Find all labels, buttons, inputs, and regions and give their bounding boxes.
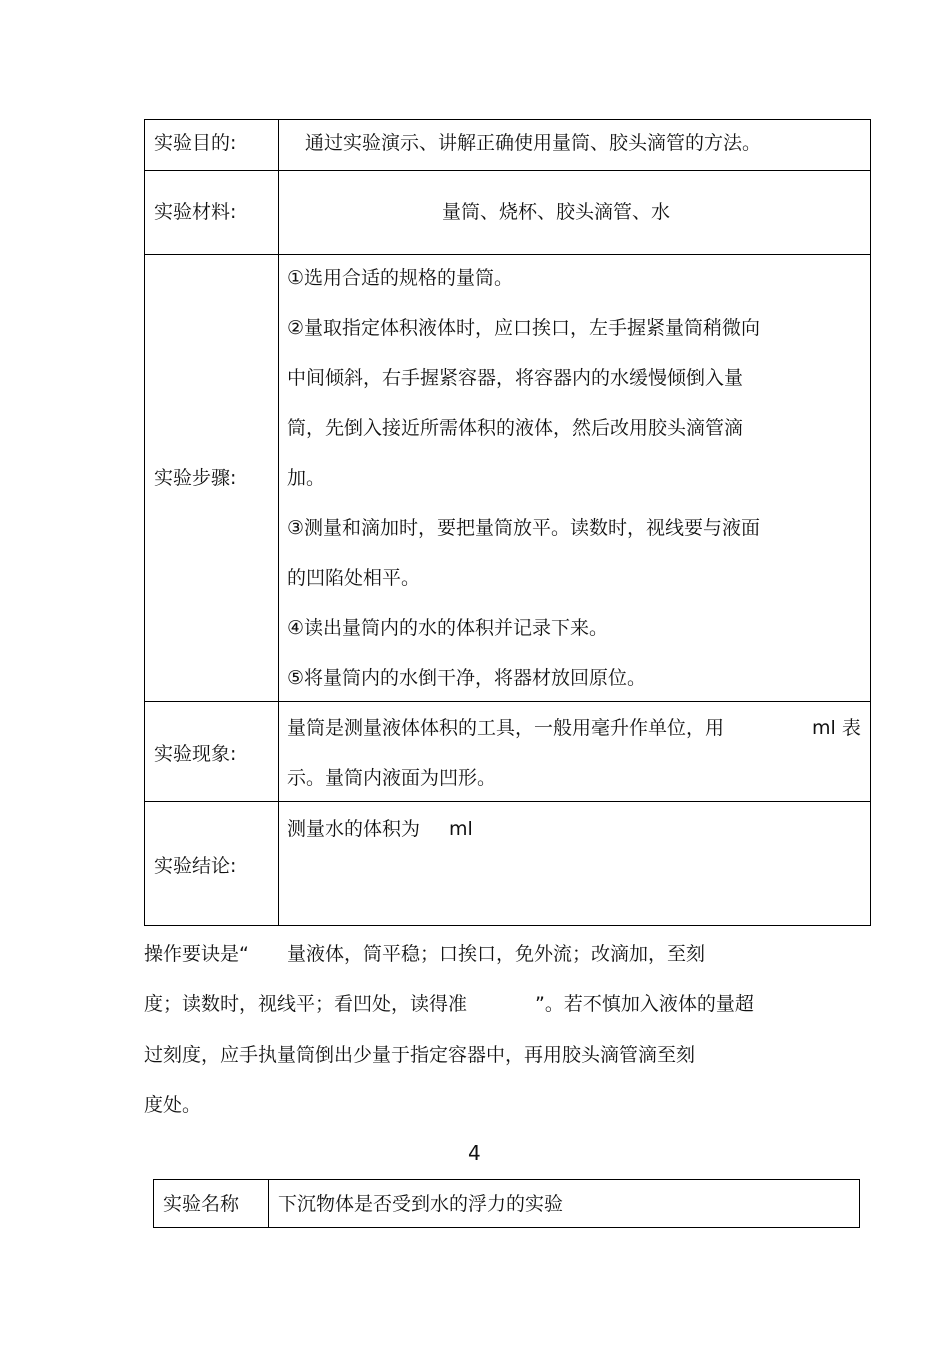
phenomenon-unit: ml 表: [812, 717, 861, 739]
phenomenon-line: 量筒是测量液体体积的工具，一般用毫升作单位，用: [287, 717, 725, 739]
note-text: 过刻度，应手执量筒倒出少量于指定容器中，再用胶头滴管滴至刻: [144, 1044, 696, 1066]
table1-border-left: [144, 119, 145, 926]
step-line: ③测量和滴加时，要把量筒放平。读数时，视线要与液面: [287, 517, 761, 539]
phenomenon-line: 示。量筒内液面为凹形。: [287, 767, 497, 789]
purpose-content: 通过实验演示、讲解正确使用量筒、胶头滴管的方法。: [305, 132, 762, 154]
table1-row-divider: [144, 254, 871, 255]
materials-content: 量筒、烧杯、胶头滴管、水: [442, 201, 671, 223]
step-line: ②量取指定体积液体时，应口挨口，左手握紧量筒稍微向: [287, 317, 761, 339]
conclusion-line: 测量水的体积为: [287, 818, 421, 840]
note-text: 度；读数时，视线平；看凹处，读得准: [144, 993, 468, 1015]
table2-border-bottom: [153, 1227, 860, 1228]
note-text: ”。若不慎加入液体的量超: [535, 993, 754, 1015]
phenomenon-label: 实验现象:: [154, 743, 237, 765]
step-line: 中间倾斜，右手握紧容器，将容器内的水缓慢倾倒入量: [287, 367, 744, 389]
table1-row-divider: [144, 170, 871, 171]
page-number: 4: [468, 1141, 481, 1165]
step-line: ⑤将量筒内的水倒干净，将器材放回原位。: [287, 667, 647, 689]
materials-label: 实验材料:: [154, 201, 237, 223]
step-line: ④读出量筒内的水的体积并记录下来。: [287, 617, 609, 639]
table2-border-right: [859, 1179, 860, 1228]
table1-border-bottom: [144, 925, 871, 926]
conclusion-unit: ml: [449, 818, 473, 840]
table1-border-right: [870, 119, 871, 926]
table2-column-divider: [268, 1179, 269, 1228]
table1-column-divider: [278, 119, 279, 926]
step-line: ①选用合适的规格的量筒。: [287, 267, 514, 289]
purpose-label: 实验目的:: [154, 132, 237, 154]
note-text: 操作要诀是“: [144, 943, 249, 965]
table1-row-divider: [144, 701, 871, 702]
step-line: 的凹陷处相平。: [287, 567, 421, 589]
step-line: 筒，先倒入接近所需体积的液体，然后改用胶头滴管滴: [287, 417, 744, 439]
experiment-name-label: 实验名称: [163, 1193, 240, 1215]
table1-row-divider: [144, 801, 871, 802]
step-line: 加。: [287, 467, 326, 489]
note-text: 度处。: [144, 1094, 202, 1116]
experiment-name-content: 下沉物体是否受到水的浮力的实验: [278, 1193, 564, 1215]
steps-label: 实验步骤:: [154, 467, 237, 489]
note-text: 量液体，筒平稳；口挨口，免外流；改滴加，至刻: [287, 943, 706, 965]
table1-border-top: [144, 119, 871, 120]
table2-border-left: [153, 1179, 154, 1228]
conclusion-label: 实验结论:: [154, 855, 237, 877]
table2-border-top: [153, 1179, 860, 1180]
